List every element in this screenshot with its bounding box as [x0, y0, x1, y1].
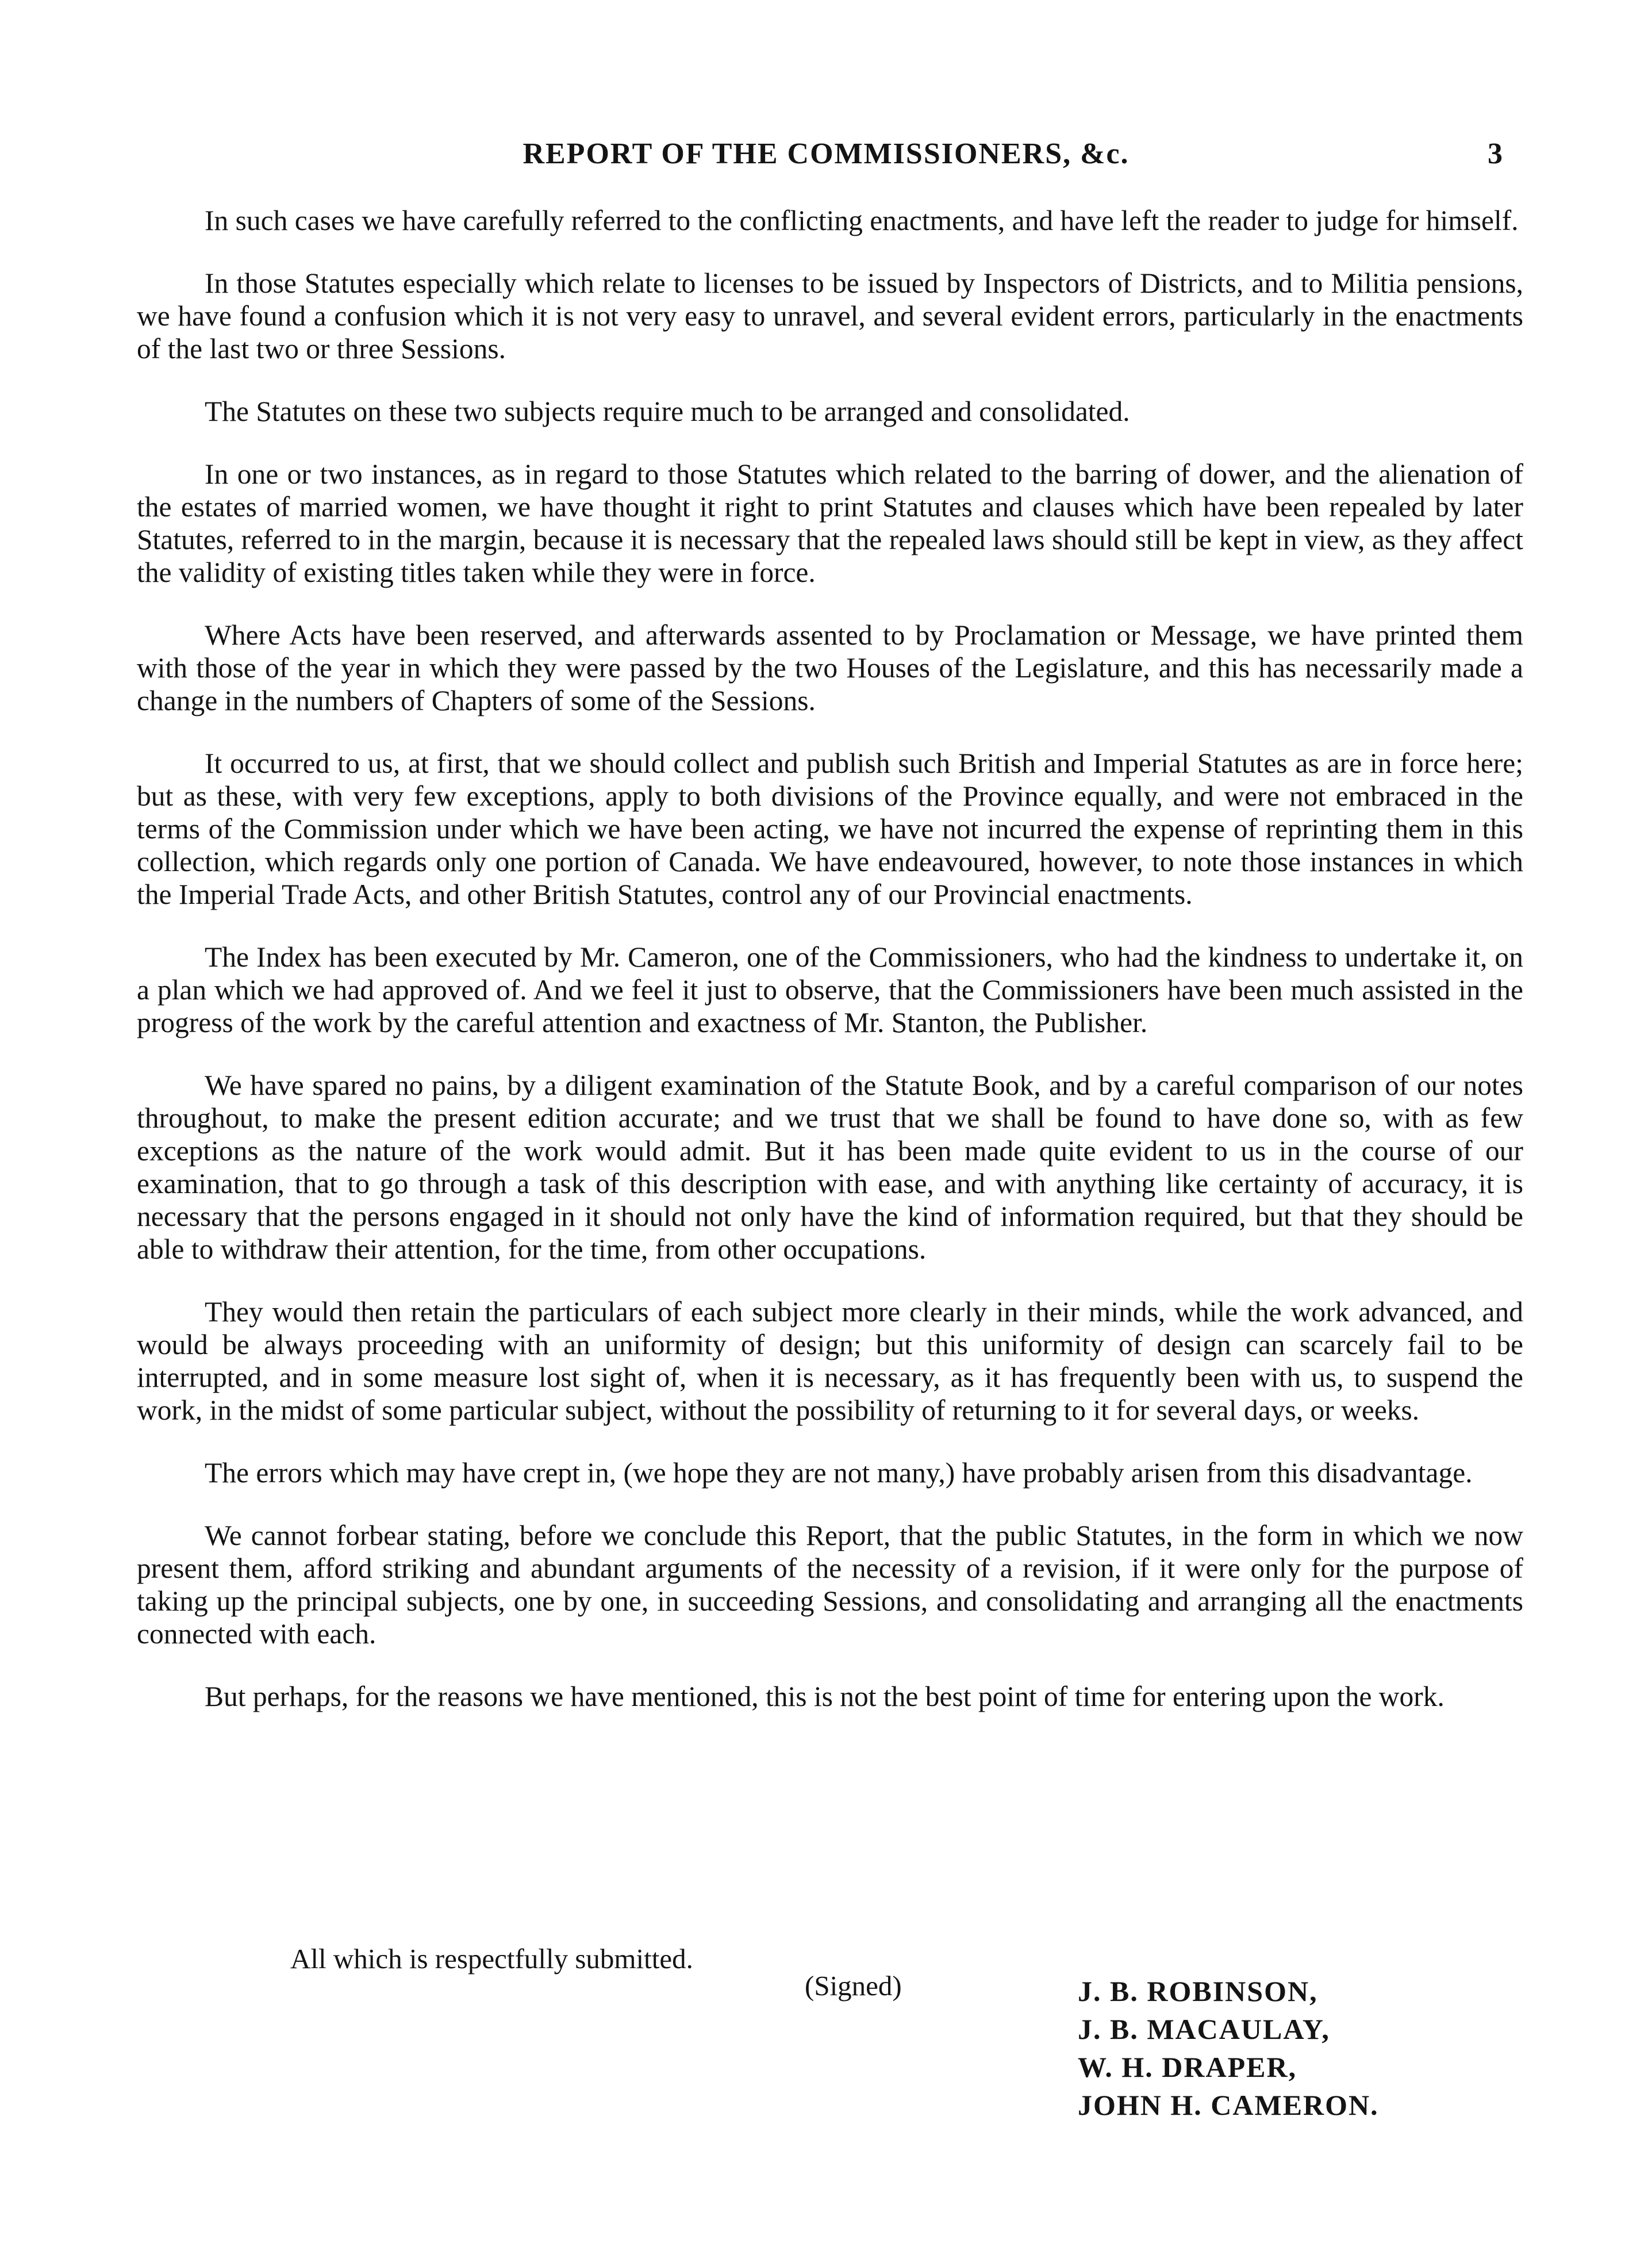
paragraph: In one or two instances, as in regard to those Statutes which related to the barring of dower, and the alienation of the estates of married women, we have thought it right to print Statutes and clauses which have been repealed by later Statutes, referred to in the margin, because it is necessary that the repealed laws should still be kept in view, as they affect the validity of existing titles taken while they were in force. — [137, 458, 1523, 588]
paragraph: They would then retain the particulars of each subject more clearly in their minds, while the work advanced, and would be always proceeding with an uniformity of design; but this uniformity of design can scarcely fail to be interrupted, and in some measure lost sight of, when it is necessary, as it has frequently been with us, to suspend the work, in the midst of some particular subject, without the possibility of returning to it for several days, or weeks. — [137, 1296, 1523, 1426]
signatory: W. H. DRAPER, — [1078, 2051, 1297, 2083]
paragraph: The Statutes on these two subjects require much to be arranged and consolidated. — [205, 396, 1130, 427]
signed-label: (Signed) — [805, 1970, 902, 2002]
paragraph: We have spared no pains, by a diligent examination of the Statute Book, and by a careful comparison of our notes throughout, to make the present edition accurate; and we trust that we shall be found to have done so, with as few exceptions as the nature of the work would admit. But it has been made quite evident to us in the course of our examination, that to go through a task of this description with ease, and with anything like certainty of accuracy, it is necessary that the persons engaged in it should not only have the kind of information required, but that they should be able to withdraw their attention, for the time, from other occupations. — [137, 1069, 1523, 1265]
paragraph: In those Statutes especially which relate to licenses to be issued by Inspectors of Districts, and to Militia pensions, we have found a confusion which it is not very easy to unravel, and several evident errors, particularly in the enactments of the last two or three Sessions. — [137, 267, 1523, 365]
signatories — [1078, 1972, 1379, 2124]
closing-statement: All which is respectfully submitted. — [290, 1943, 693, 1974]
page-header — [0, 137, 1652, 177]
paragraph: The errors which may have crept in, (we hope they are not many,) have probably arisen from this disadvantage. — [205, 1457, 1473, 1489]
paragraph: But perhaps, for the reasons we have mentioned, this is not the best point of time for entering upon the work. — [205, 1681, 1444, 1712]
page-number: 3 — [1488, 137, 1503, 170]
page-title: REPORT OF THE COMMISSIONERS, &c. — [523, 137, 1129, 170]
paragraph: It occurred to us, at first, that we should collect and publish such British and Imperial Statutes as are in force here; but as these, with very few exceptions, apply to both divisions of the Province equally, and were not embraced in the terms of the Commission under which we have been acting, we have not incurred the expense of reprinting them in this collection, which regards only one portion of Canada. We have endeavoured, however, to note those instances in which the Imperial Trade Acts, and other British Statutes, control any of our Provincial enactments. — [137, 747, 1523, 910]
signatory: J. B. MACAULAY, — [1078, 2013, 1330, 2045]
signatory: J. B. ROBINSON, — [1078, 1975, 1318, 2007]
paragraph: The Index has been executed by Mr. Cameron, one of the Commissioners, who had the kindness to undertake it, on a plan which we had approved of. And we feel it just to observe, that the Commissioners have been much assisted in the progress of the work by the careful attention and exactness of Mr. Stanton, the Publisher. — [137, 941, 1523, 1038]
paragraph: Where Acts have been reserved, and afterwards assented to by Proclamation or Message, we have printed them with those of the year in which they were passed by the two Houses of the Legislature, and this has necessarily made a change in the numbers of Chapters of some of the Sessions. — [137, 619, 1523, 716]
paragraph: In such cases we have carefully referred to the conflicting enactments, and have left the reader to judge for himself. — [205, 205, 1519, 236]
paragraph: We cannot forbear stating, before we conclude this Report, that the public Statutes, in the form in which we now present them, afford striking and abundant arguments of the necessity of a revision, if it were only for the purpose of taking up the principal subjects, one by one, in succeeding Sessions, and consolidating and arranging all the enactments connected with each. — [137, 1520, 1523, 1650]
report-body — [137, 204, 1523, 1743]
signatory: JOHN H. CAMERON. — [1078, 2089, 1379, 2121]
